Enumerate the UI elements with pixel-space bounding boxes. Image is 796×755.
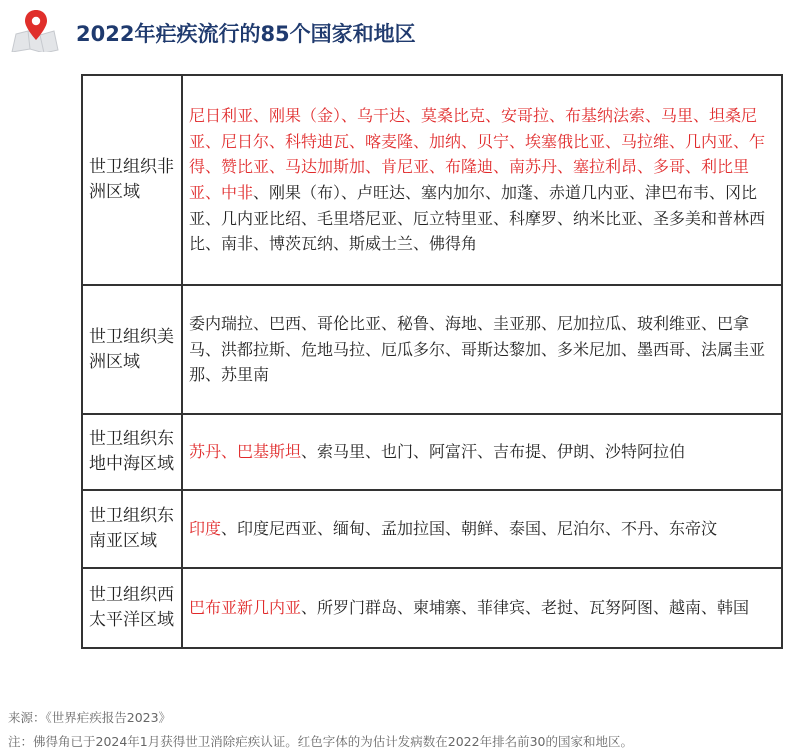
country-list xyxy=(182,490,782,568)
other-countries: 、索马里、也门、阿富汗、吉布提、伊朗、沙特阿拉伯 xyxy=(301,442,686,462)
page-header xyxy=(8,8,788,52)
footnote: 注：佛得角已于2024年1月获得世卫消除疟疾认证。红色字体的为估计发病数在2022年排名前30的国家和地区。 xyxy=(8,734,633,749)
other-countries: 、刚果（布）、卢旺达、塞内加尔、加蓬、赤道几内亚、津巴布韦、冈比亚、几内亚比绍、毛里塔尼亚、厄立特里亚、科摩罗、纳米比亚、圣多美和普林西比、南非、博茨瓦纳、斯威士兰、佛得角 xyxy=(189,183,766,254)
other-countries: 、印度尼西亚、缅甸、孟加拉国、朝鲜、泰国、尼泊尔、不丹、东帝汶 xyxy=(221,519,718,539)
region-name: 世卫组织美洲区域 xyxy=(82,285,182,414)
region-name: 世卫组织非洲区域 xyxy=(82,75,182,285)
country-list xyxy=(182,414,782,490)
highlighted-countries: 印度 xyxy=(189,519,222,539)
region-name: 世卫组织东地中海区域 xyxy=(82,414,182,490)
other-countries: 、所罗门群岛、柬埔寨、菲律宾、老挝、瓦努阿图、越南、韩国 xyxy=(301,598,750,618)
table-row xyxy=(82,568,782,648)
table-row xyxy=(82,285,782,414)
page-title: 2022年疟疾流行的85个国家和地区 xyxy=(76,22,416,46)
highlighted-countries: 尼日利亚、刚果（金）、乌干达、莫桑比克、安哥拉、布基纳法索、马里、坦桑尼亚、尼日尔、科特迪瓦、喀麦隆、加纳、贝宁、埃塞俄比亚、马拉维、几内亚、乍得、赞比亚、马达加斯加、肯尼亚、布隆迪、南苏丹、塞拉利昂、多哥、利比里亚、中非 xyxy=(189,106,766,202)
table-row xyxy=(82,75,782,285)
region-table xyxy=(81,74,783,649)
map-pin-icon xyxy=(10,8,60,52)
country-list xyxy=(182,75,782,285)
highlighted-countries: 苏丹、巴基斯坦 xyxy=(189,442,302,462)
region-name: 世卫组织西太平洋区域 xyxy=(82,568,182,648)
source-note: 来源：《世界疟疾报告2023》 xyxy=(8,710,172,725)
country-list xyxy=(182,568,782,648)
highlighted-countries: 巴布亚新几内亚 xyxy=(189,598,302,618)
other-countries: 委内瑞拉、巴西、哥伦比亚、秘鲁、海地、圭亚那、尼加拉瓜、玻利维亚、巴拿马、洪都拉斯、危地马拉、厄瓜多尔、哥斯达黎加、多米尼加、墨西哥、法属圭亚那、苏里南 xyxy=(189,314,766,385)
country-list xyxy=(182,285,782,414)
table-row xyxy=(82,414,782,490)
table-row xyxy=(82,490,782,568)
region-name: 世卫组织东南亚区域 xyxy=(82,490,182,568)
